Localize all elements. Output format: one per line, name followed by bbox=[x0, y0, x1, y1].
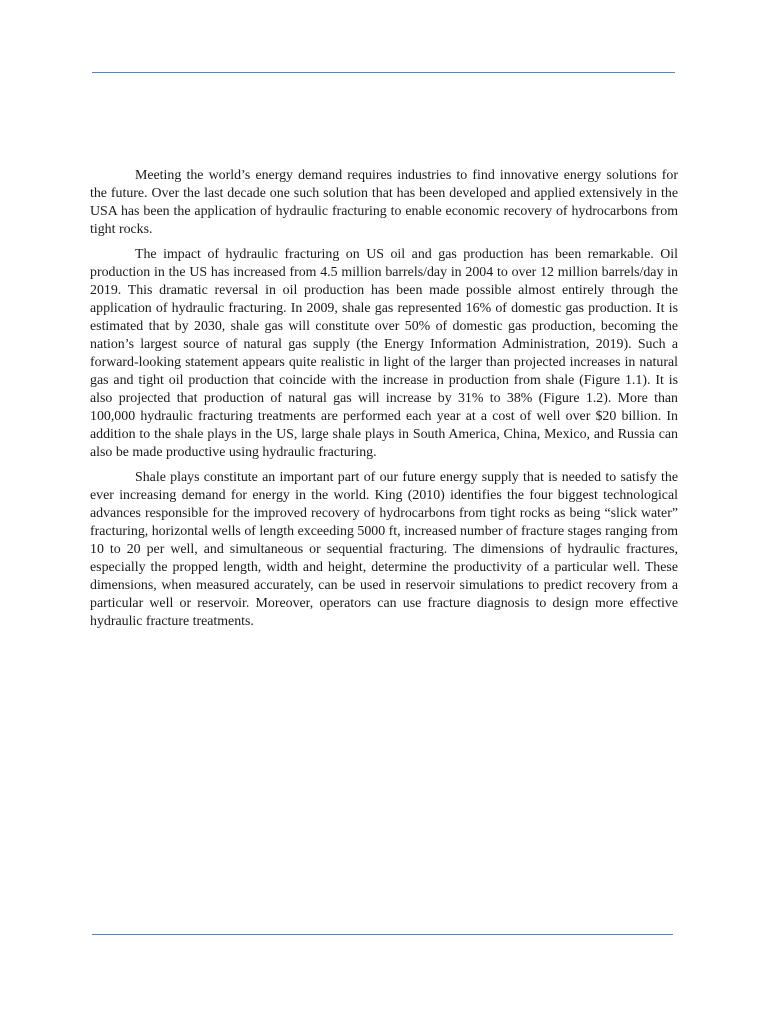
paragraph-2: The impact of hydraulic fracturing on US oil and gas production has been remarkable. Oil production in the US has increased from 4.5 million barrels/day in 2004 to over 12 million barrels/day in 2019. This dramatic reversal in oil production has been made possible almost entirely through the application of hydraulic fracturing. In 2009, shale gas represented 16% of domestic gas production. It is estimated that by 2030, shale gas will constitute over 50% of domestic gas production, becoming the nation’s largest source of natural gas supply (the Energy Information Administration, 2019). Such a forward-looking statement appears quite realistic in light of the larger than projected increases in natural gas and tight oil production that coincide with the increase in production from shale (Figure 1.1). It is also projected that production of natural gas will increase by 31% to 38% (Figure 1.2). More than 100,000 hydraulic fracturing treatments are performed each year at a cost of well over $20 billion. In addition to the shale plays in the US, large shale plays in South America, China, Mexico, and Russia can also be made productive using hydraulic fracturing. bbox=[90, 247, 678, 460]
header-rule bbox=[92, 72, 675, 73]
footer-rule bbox=[92, 934, 673, 935]
paragraph-3: Shale plays constitute an important part of our future energy supply that is needed to satisfy the ever increasing demand for energy in the world. King (2010) identifies the four biggest technological advances responsible for the improved recovery of hydrocarbons from tight rocks as being “slick water” fracturing, horizontal wells of length exceeding 5000 ft, increased number of fracture stages ranging from 10 to 20 per well, and simultaneous or sequential fracturing. The dimensions of hydraulic fractures, especially the propped length, width and height, determine the productivity of a particular well. These dimensions, when measured accurately, can be used in reservoir simulations to predict recovery from a particular well or reservoir. Moreover, operators can use fracture diagnosis to design more effective hydraulic fracture treatments. bbox=[90, 470, 678, 629]
paragraph-1: Meeting the world’s energy demand requires industries to find innovative energy solutions for the future. Over the last decade one such solution that has been developed and applied extensively in the USA has been the application of hydraulic fracturing to enable economic recovery of hydrocarbons from tight rocks. bbox=[90, 168, 678, 237]
body-text bbox=[90, 167, 678, 638]
